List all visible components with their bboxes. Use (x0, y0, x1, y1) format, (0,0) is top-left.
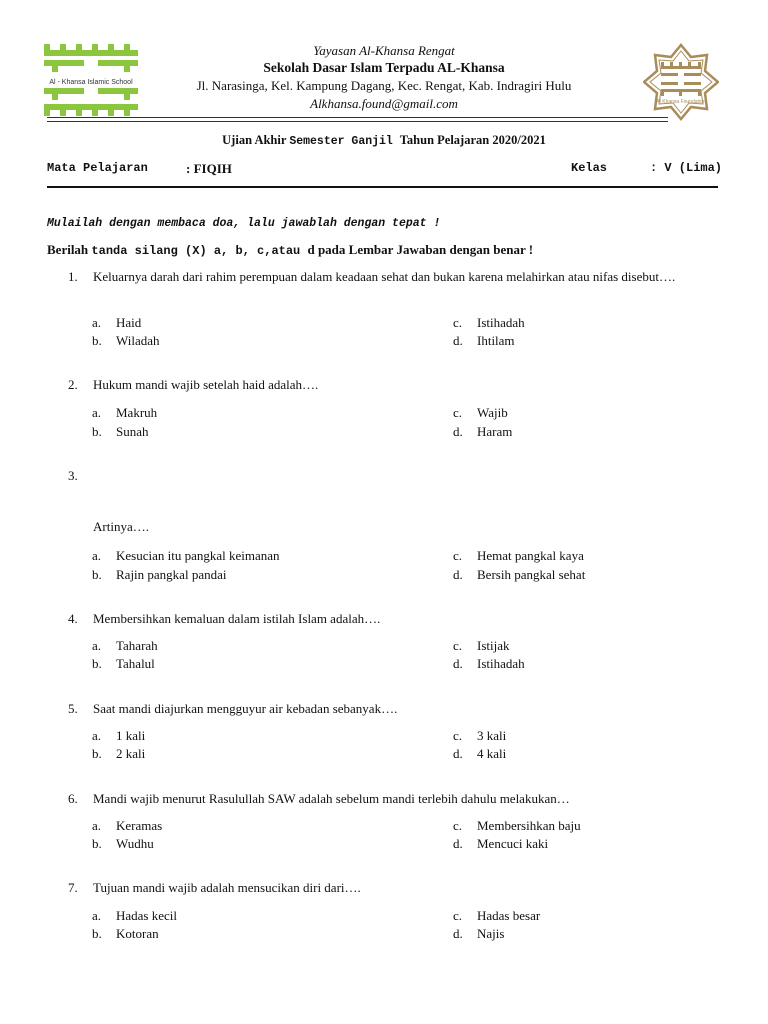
subject-label: Mata Pelajaran (47, 161, 148, 175)
question-3 (68, 467, 720, 487)
question-1 (68, 268, 720, 308)
question-text: Membersihkan kemaluan dalam istilah Islam adalah…. (93, 611, 381, 626)
subject-value: : FIQIH (186, 161, 232, 176)
exam-title-part-c: Tahun Pelajaran 2020/2021 (399, 133, 546, 147)
question-3-subtext: Artinya…. (93, 519, 149, 534)
header-rule (47, 186, 718, 188)
question-2 (68, 376, 720, 396)
question-number: 3. (68, 468, 78, 483)
question-text: Tujuan mandi wajib adalah mensucikan diri dari…. (93, 880, 361, 895)
question-number: 4. (68, 611, 78, 626)
exam-title-part-b: Semester Ganjil (289, 135, 400, 148)
question-4 (68, 610, 720, 630)
question-number: 5. (68, 701, 78, 716)
question-7 (68, 879, 720, 899)
exam-title-part-a: Ujian Akhir (222, 133, 290, 147)
question-number: 1. (68, 269, 78, 284)
question-number: 2. (68, 377, 78, 392)
school-email: Alkhansa.found@gmail.com (310, 96, 458, 111)
question-text: Saat mandi diajurkan mengguyur air kebadan sebanyak…. (93, 701, 398, 716)
question-text: Mandi wajib menurut Rasulullah SAW adalah sebelum mandi terlebih dahulu melakukan… (93, 791, 570, 806)
question-text: Keluarnya darah dari rahim perempuan dalam keadaan sehat dan bukan karena melahirkan atau nifas disebut…. (93, 269, 676, 284)
question-number: 7. (68, 880, 78, 895)
foundation-name: Yayasan Al-Khansa Rengat (313, 43, 455, 58)
school-address: Jl. Narasinga, Kel. Kampung Dagang, Kec. Rengat, Kab. Indragiri Hulu (196, 78, 572, 93)
question-5 (68, 700, 720, 720)
logo-right-caption: Al Khansa Foundation (656, 99, 706, 105)
instruction-line-1: Mulailah dengan membaca doa, lalu jawablah dengan tepat ! (47, 217, 441, 230)
letterhead-divider (47, 117, 668, 122)
instruction-line-2 (47, 242, 533, 258)
question-6 (68, 790, 720, 810)
school-name: Sekolah Dasar Islam Terpadu AL-Khansa (263, 60, 505, 75)
class-label: Kelas (571, 161, 608, 175)
class-value: : V (Lima) (650, 161, 723, 175)
question-number: 6. (68, 791, 78, 806)
logo-left-caption: Al - Khansa Islamic School (49, 79, 133, 86)
instruction-part-b: tanda silang (X) a, b, c,atau (91, 244, 308, 258)
instruction-part-c: d pada Lembar Jawaban dengan benar ! (307, 242, 534, 257)
exam-title (0, 133, 768, 148)
instruction-part-a: Berilah (47, 242, 92, 257)
question-text: Hukum mandi wajib setelah haid adalah…. (93, 377, 319, 392)
